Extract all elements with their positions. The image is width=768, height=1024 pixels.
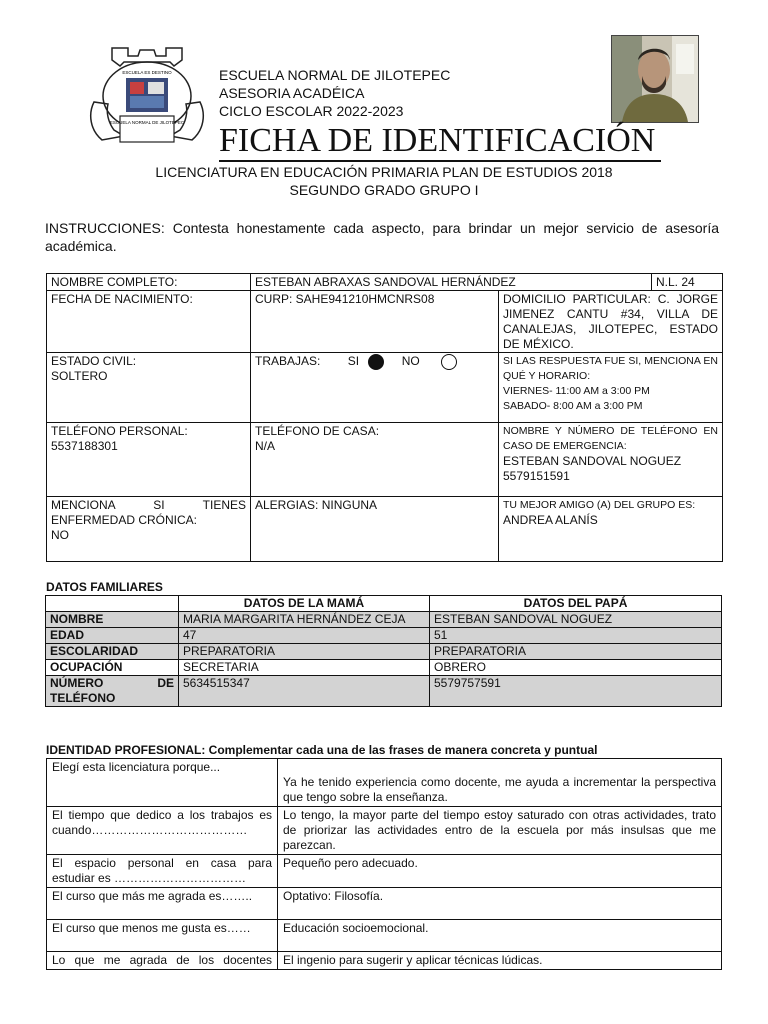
mother-value: PREPARATORIA — [179, 644, 430, 660]
school-logo — [84, 44, 210, 148]
family-table — [45, 595, 722, 707]
friend-cell — [498, 496, 723, 562]
professional-section-title: IDENTIDAD PROFESIONAL: Complementar cada una de las frases de manera concreta y puntual — [46, 743, 598, 757]
professional-row — [47, 855, 722, 888]
professional-answer: El ingenio para sugerir y aplicar técnicas lúdicas. — [278, 952, 722, 970]
professional-answer: Ya he tenido experiencia como docente, me ayuda a incrementar la perspectiva que tengo sobre la enseñanza. — [278, 759, 722, 807]
emergency-prompt: NOMBRE Y NÚMERO DE TELÉFONO EN CASO DE EMERGENCIA: — [503, 425, 718, 452]
emergency-name: ESTEBAN SANDOVAL NOGUEZ — [503, 454, 682, 468]
department-name: ASESORIA ACADÉICA — [219, 85, 365, 101]
professional-question: Elegí esta licenciatura porque... — [47, 759, 278, 807]
mother-column-header: DATOS DE LA MAMÁ — [179, 596, 430, 612]
birth-cell — [46, 290, 251, 353]
personal-phone-value: 5537188301 — [51, 439, 118, 453]
professional-question: El curso que más me agrada es…….. — [47, 888, 278, 920]
curp-cell — [250, 290, 499, 353]
birth-label: FECHA DE NACIMIENTO: — [51, 292, 193, 306]
family-header-row — [46, 596, 722, 612]
professional-row — [47, 807, 722, 855]
father-column-header: DATOS DEL PAPÁ — [430, 596, 722, 612]
emergency-phone: 5579151591 — [503, 469, 570, 483]
professional-row — [47, 888, 722, 920]
school-cycle: CICLO ESCOLAR 2022-2023 — [219, 103, 404, 119]
family-row-age — [46, 628, 722, 644]
family-header-empty — [46, 596, 179, 612]
father-value: 51 — [430, 628, 722, 644]
family-section-title: DATOS FAMILIARES — [46, 580, 163, 594]
schedule-cell — [498, 352, 723, 423]
works-yes-label: SI — [347, 354, 360, 369]
professional-table — [46, 758, 722, 970]
student-photo — [611, 35, 699, 123]
chronic-value: NO — [51, 528, 69, 542]
family-row-label: OCUPACIÓN — [46, 660, 179, 676]
mother-value: 47 — [179, 628, 430, 644]
chronic-cell — [46, 496, 251, 562]
family-row-occupation — [46, 660, 722, 676]
friend-prompt: TU MEJOR AMIGO (A) DEL GRUPO ES: — [503, 499, 696, 511]
home-phone-label: TELÉFONO DE CASA: — [255, 424, 380, 438]
works-cell — [250, 352, 499, 423]
personal-phone-cell — [46, 422, 251, 497]
grade-group: SEGUNDO GRADO GRUPO I — [289, 182, 479, 198]
father-value: ESTEBAN SANDOVAL NOGUEZ — [430, 612, 722, 628]
schedule-line-1: VIERNES- 11:00 AM a 3:00 PM — [503, 385, 650, 397]
family-row-phone — [46, 676, 722, 707]
curp-value: CURP: SAHE941210HMCNRS08 — [255, 292, 435, 306]
address-cell — [498, 290, 723, 353]
mother-value: MARIA MARGARITA HERNÁNDEZ CEJA — [179, 612, 430, 628]
professional-row — [47, 952, 722, 970]
list-number: N.L. 24 — [656, 275, 695, 289]
name-label: NOMBRE COMPLETO: — [51, 275, 178, 289]
professional-question: El espacio personal en casa para estudiar es …………………………… — [47, 855, 278, 888]
professional-row — [47, 920, 722, 952]
works-no-radio[interactable] — [441, 354, 457, 370]
father-value: 5579757591 — [430, 676, 722, 707]
emergency-cell — [498, 422, 723, 497]
works-label: TRABAJAS: — [255, 354, 321, 369]
home-phone-cell — [250, 422, 499, 497]
professional-row — [47, 759, 722, 807]
professional-question: El curso que menos me gusta es…… — [47, 920, 278, 952]
works-yes-radio[interactable] — [368, 354, 384, 370]
school-name: ESCUELA NORMAL DE JILOTEPEC — [219, 67, 451, 83]
family-row-label: ESCOLARIDAD — [46, 644, 179, 660]
civil-status-label: ESTADO CIVIL: — [51, 354, 137, 368]
name-value: ESTEBAN ABRAXAS SANDOVAL HERNÁNDEZ — [255, 275, 516, 289]
father-value: PREPARATORIA — [430, 644, 722, 660]
header-block — [219, 66, 450, 120]
family-row-label: NÚMERO DE TELÉFONO — [46, 676, 179, 707]
professional-answer: Educación socioemocional. — [278, 920, 722, 952]
logo-text-top: ESCUELA ES DESTINO — [122, 70, 172, 75]
schedule-line-2: SABADO- 8:00 AM a 3:00 PM — [503, 400, 643, 412]
professional-question: El tiempo que dedico a los trabajos es cuando………………………………… — [47, 807, 278, 855]
schedule-prompt: SI LAS RESPUESTA FUE SI, MENCIONA EN QUÉ Y HORARIO: — [503, 355, 718, 382]
works-no-label: NO — [401, 354, 420, 369]
allergies-cell — [250, 496, 499, 562]
home-phone-value: N/A — [255, 439, 276, 453]
personal-phone-label: TELÉFONO PERSONAL: — [51, 424, 188, 438]
family-row-schooling — [46, 644, 722, 660]
professional-answer: Lo tengo, la mayor parte del tiempo estoy saturado con otras actividades, trato de priorizar las actividades entro de la escuela por más insulsas que me parezcan. — [278, 807, 722, 855]
mother-value: 5634515347 — [179, 676, 430, 707]
logo-text-bottom: ESCUELA NORMAL DE JILOTEPEC — [109, 120, 185, 125]
list-number-cell — [651, 273, 723, 291]
name-label-cell — [46, 273, 251, 291]
family-row-name — [46, 612, 722, 628]
father-value: OBRERO — [430, 660, 722, 676]
page-title: FICHA DE IDENTIFICACIÓN — [219, 122, 661, 162]
program-name: LICENCIATURA EN EDUCACIÓN PRIMARIA PLAN DE ESTUDIOS 2018 — [155, 164, 613, 180]
name-value-cell — [250, 273, 652, 291]
professional-answer: Optativo: Filosofía. — [278, 888, 722, 920]
allergies-value: ALERGIAS: NINGUNA — [255, 498, 378, 512]
instructions: INSTRUCCIONES: Contesta honestamente cada aspecto, para brindar un mejor servicio de asesoría académica. — [45, 220, 719, 254]
civil-status-cell — [46, 352, 251, 423]
professional-answer: Pequeño pero adecuado. — [278, 855, 722, 888]
professional-question: Lo que me agrada de los docentes — [47, 952, 278, 970]
mother-value: SECRETARIA — [179, 660, 430, 676]
address-value: DOMICILIO PARTICULAR: C. JORGE JIMENEZ CANTU #34, VILLA DE CANALEJAS, JILOTEPEC, ESTADO DE MÉXICO. — [503, 292, 718, 351]
chronic-label: MENCIONA SI TIENES ENFERMEDAD CRÓNICA: — [51, 498, 246, 527]
friend-value: ANDREA ALANÍS — [503, 513, 598, 527]
family-row-label: EDAD — [46, 628, 179, 644]
family-row-label: NOMBRE — [46, 612, 179, 628]
civil-status-value: SOLTERO — [51, 369, 108, 383]
